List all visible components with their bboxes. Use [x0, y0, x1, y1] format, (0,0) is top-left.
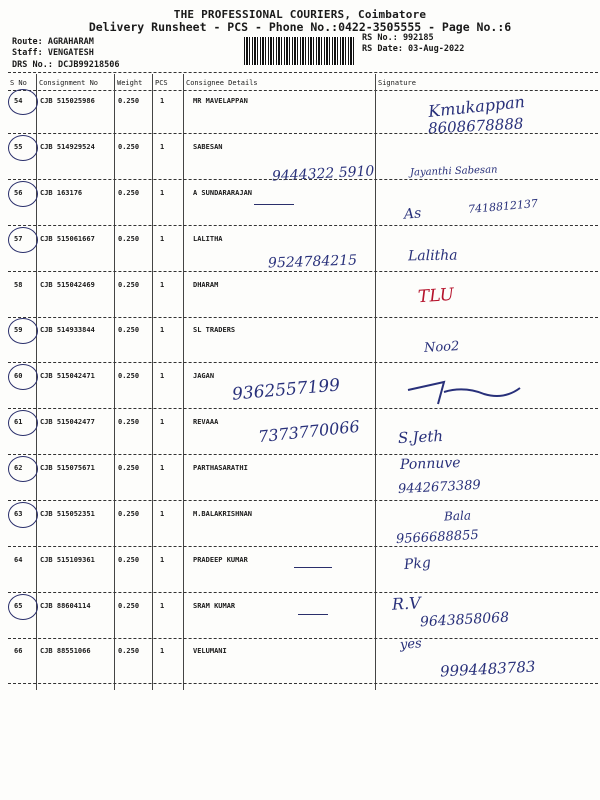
cell-pcs: 1: [160, 510, 165, 518]
cell-consignment: CJB 515042477: [40, 418, 95, 426]
cell-consignee: DHARAM: [193, 281, 219, 289]
sno-circle-mark: [8, 318, 38, 344]
handwritten-note: As: [403, 205, 422, 223]
cell-consignment: CJB 515109361: [40, 556, 95, 564]
runsheet-title: Delivery Runsheet - PCS - Phone No.:0422-3505555 - Page No.:6: [88, 20, 512, 34]
row-rule: [8, 454, 598, 455]
cell-sno: 57: [14, 235, 23, 243]
cell-pcs: 1: [160, 464, 165, 472]
row-rule: [8, 362, 598, 363]
cell-pcs: 1: [160, 372, 165, 380]
cell-weight: 0.250: [118, 235, 140, 243]
row-rule: [8, 683, 598, 684]
cell-sno: 63: [14, 510, 23, 518]
rs-number: RS No.: 992185: [362, 33, 434, 43]
cell-weight: 0.250: [118, 464, 140, 472]
company-title: THE PROFESSIONAL COURIERS, Coimbatore: [173, 8, 427, 21]
row-rule: [8, 408, 598, 409]
staff-label: Staff: VENGATESH: [12, 48, 94, 58]
cell-consignment: CJB 514929524: [40, 143, 95, 151]
handwritten-note: 8608678888: [427, 114, 524, 138]
row-rule: [8, 546, 598, 547]
drs-label: DRS No.: DCJB99218506: [12, 60, 120, 70]
cell-consignee: A SUNDARARAJAN: [193, 189, 253, 197]
row-rule: [8, 179, 598, 180]
handwritten-note: 9524784215: [267, 252, 358, 272]
row-rule: [8, 133, 598, 134]
cell-sno: 59: [14, 326, 23, 334]
route-label: Route: AGRAHARAM: [12, 37, 94, 47]
cell-consignment: CJB 88604114: [40, 602, 91, 610]
col-header-signature: Signature: [378, 79, 416, 87]
handwritten-note: Pkg: [403, 554, 432, 574]
row-rule: [8, 225, 598, 226]
signature-scribble: [404, 378, 524, 408]
col-divider-pcs: [183, 74, 184, 690]
cell-sno: 65: [14, 602, 23, 610]
handwritten-note: 9643858068: [419, 609, 510, 631]
cell-weight: 0.250: [118, 510, 140, 518]
col-header-sno: S No: [10, 79, 27, 87]
row-rule: [8, 500, 598, 501]
table-top-rule: [8, 72, 598, 73]
handwritten-note: TLU: [417, 284, 455, 308]
cell-weight: 0.250: [118, 326, 140, 334]
cell-sno: 55: [14, 143, 23, 151]
handwritten-note: Lalitha: [407, 247, 458, 265]
handwritten-note: Noo2: [423, 339, 460, 356]
cell-consignee: VELUMANI: [193, 647, 227, 655]
cell-consignee: MR MAVELAPPAN: [193, 97, 248, 105]
cell-pcs: 1: [160, 143, 165, 151]
row-rule: [8, 317, 598, 318]
sno-circle-mark: [8, 89, 38, 115]
cell-weight: 0.250: [118, 143, 140, 151]
cell-sno: 58: [14, 281, 23, 289]
sno-circle-mark: [8, 410, 38, 436]
cell-consignment: CJB 163176: [40, 189, 83, 197]
col-header-consignment: Consignment No: [39, 79, 99, 87]
sno-circle-mark: [8, 181, 38, 207]
handwritten-note: Ponnuve: [399, 454, 461, 474]
cell-consignee: PARTHASARATHI: [193, 464, 248, 472]
handwritten-note: yes: [399, 636, 423, 653]
cell-consignee: SABESAN: [193, 143, 223, 151]
cell-pcs: 1: [160, 326, 165, 334]
cell-consignee: JAGAN: [193, 372, 215, 380]
cell-consignee: M.BALAKRISHNAN: [193, 510, 253, 518]
cell-consignment: CJB 515042471: [40, 372, 95, 380]
cell-weight: 0.250: [118, 418, 140, 426]
handwritten-note: 9566688855: [395, 527, 480, 548]
cell-weight: 0.250: [118, 372, 140, 380]
cell-consignment: CJB 515042469: [40, 281, 95, 289]
cell-consignment: CJB 514933844: [40, 326, 95, 334]
handwritten-note: Jayanthi Sabesan: [409, 164, 498, 179]
cell-sno: 56: [14, 189, 23, 197]
sno-circle-mark: [8, 456, 38, 482]
cell-consignment: CJB 515052351: [40, 510, 95, 518]
col-divider-consignee: [375, 74, 376, 690]
barcode: [244, 37, 354, 65]
cell-sno: 64: [14, 556, 23, 564]
cell-consignment: CJB 515025986: [40, 97, 95, 105]
cell-pcs: 1: [160, 281, 165, 289]
handwritten-note: 7373770066: [257, 416, 361, 447]
cell-weight: 0.250: [118, 602, 140, 610]
cell-consignment: CJB 515075671: [40, 464, 95, 472]
handwritten-note: 9994483783: [439, 657, 536, 681]
cell-weight: 0.250: [118, 189, 140, 197]
cell-pcs: 1: [160, 97, 165, 105]
cell-pcs: 1: [160, 556, 165, 564]
rs-date: RS Date: 03-Aug-2022: [362, 44, 465, 54]
signature-dash: [294, 567, 332, 568]
sno-circle-mark: [8, 502, 38, 528]
cell-pcs: 1: [160, 418, 165, 426]
handwritten-note: 7418812137: [467, 196, 539, 217]
cell-sno: 60: [14, 372, 23, 380]
sno-circle-mark: [8, 135, 38, 161]
cell-weight: 0.250: [118, 97, 140, 105]
cell-weight: 0.250: [118, 281, 140, 289]
cell-consignee: PRADEEP KUMAR: [193, 556, 248, 564]
cell-sno: 62: [14, 464, 23, 472]
cell-pcs: 1: [160, 602, 165, 610]
cell-sno: 61: [14, 418, 23, 426]
col-header-weight: Weight: [117, 79, 143, 87]
cell-pcs: 1: [160, 647, 165, 655]
handwritten-note: 9444322 5910: [271, 163, 375, 185]
cell-pcs: 1: [160, 189, 165, 197]
row-rule: [8, 271, 598, 272]
signature-dash: [298, 614, 328, 615]
row-rule: [8, 592, 598, 593]
cell-sno: 66: [14, 647, 23, 655]
handwritten-note: R.V: [391, 593, 422, 614]
sno-circle-mark: [8, 227, 38, 253]
cell-consignment: CJB 515061667: [40, 235, 95, 243]
cell-consignment: CJB 88551066: [40, 647, 91, 655]
handwritten-note: 9442673389: [397, 477, 482, 498]
col-header-pcs: PCS: [155, 79, 168, 87]
handwritten-note: 9362557199: [231, 375, 341, 405]
handwritten-note: Kmukappan: [427, 91, 526, 122]
sno-circle-mark: [8, 364, 38, 390]
signature-dash: [254, 204, 294, 205]
row-rule: [8, 638, 598, 639]
handwritten-note: Bala: [443, 508, 472, 524]
cell-pcs: 1: [160, 235, 165, 243]
col-header-consignee: Consignee Details: [186, 79, 258, 87]
header-rule: [8, 90, 598, 91]
cell-consignee: LALITHA: [193, 235, 223, 243]
cell-weight: 0.250: [118, 647, 140, 655]
cell-consignee: REVAAA: [193, 418, 219, 426]
cell-weight: 0.250: [118, 556, 140, 564]
handwritten-note: S.Jeth: [397, 426, 444, 448]
cell-sno: 54: [14, 97, 23, 105]
cell-consignee: SL TRADERS: [193, 326, 236, 334]
sno-circle-mark: [8, 594, 38, 620]
cell-consignee: SRAM KUMAR: [193, 602, 236, 610]
col-divider-consignment: [114, 74, 115, 690]
col-divider-weight: [152, 74, 153, 690]
